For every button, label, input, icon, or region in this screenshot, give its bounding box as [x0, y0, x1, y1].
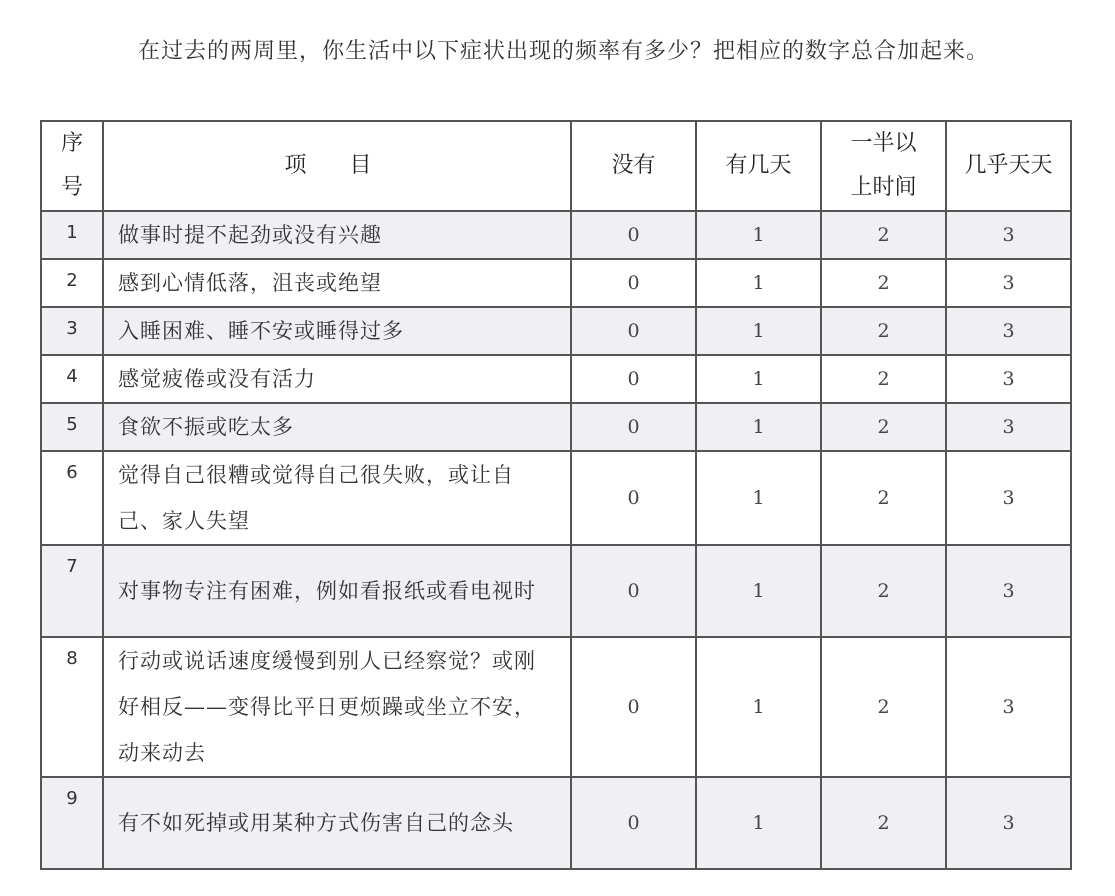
score-several-days: 1 — [696, 355, 821, 403]
intro-paragraph — [90, 28, 1050, 76]
table-row — [41, 259, 1071, 307]
score-never: 0 — [571, 211, 696, 259]
score-several-days: 1 — [696, 637, 821, 777]
score-never: 0 — [571, 451, 696, 545]
header-nearly-every-day — [946, 121, 1071, 211]
intro-text: 在过去的两周里，你生活中以下症状出现的频率有多少？把相应的数字总合加起来。 — [138, 39, 990, 64]
row-item: 觉得自己很糟或觉得自己很失败，或让自己、家人失望 — [103, 451, 571, 545]
score-nearly-every-day: 3 — [946, 403, 1071, 451]
score-more-than-half: 2 — [821, 211, 946, 259]
score-nearly-every-day: 3 — [946, 451, 1071, 545]
header-never-label: 没有 — [611, 153, 656, 178]
score-more-than-half: 2 — [821, 403, 946, 451]
score-more-than-half: 2 — [821, 545, 946, 637]
header-more-than-half-label: 一半以上时间 — [850, 131, 917, 200]
row-number: 5 — [41, 403, 103, 451]
table-row — [41, 307, 1071, 355]
score-several-days: 1 — [696, 259, 821, 307]
score-nearly-every-day: 3 — [946, 259, 1071, 307]
score-several-days: 1 — [696, 307, 821, 355]
row-item: 感到心情低落，沮丧或绝望 — [103, 259, 571, 307]
header-nearly-every-day-label: 几乎天天 — [964, 153, 1053, 178]
score-never: 0 — [571, 777, 696, 869]
score-nearly-every-day: 3 — [946, 777, 1071, 869]
table-row — [41, 545, 1071, 637]
row-item: 有不如死掉或用某种方式伤害自己的念头 — [103, 777, 571, 869]
score-never: 0 — [571, 545, 696, 637]
row-number: 8 — [41, 637, 103, 777]
symptom-frequency-table — [40, 120, 1072, 870]
score-several-days: 1 — [696, 211, 821, 259]
score-nearly-every-day: 3 — [946, 307, 1071, 355]
row-item: 感觉疲倦或没有活力 — [103, 355, 571, 403]
score-never: 0 — [571, 307, 696, 355]
row-number: 9 — [41, 777, 103, 869]
header-more-than-half — [821, 121, 946, 211]
row-item: 行动或说话速度缓慢到别人已经察觉？或刚好相反——变得比平日更烦躁或坐立不安，动来动去 — [103, 637, 571, 777]
header-several-days-label: 有几天 — [725, 153, 792, 178]
score-more-than-half: 2 — [821, 307, 946, 355]
score-several-days: 1 — [696, 451, 821, 545]
row-item: 入睡困难、睡不安或睡得过多 — [103, 307, 571, 355]
score-several-days: 1 — [696, 545, 821, 637]
header-item — [103, 121, 571, 211]
row-number: 7 — [41, 545, 103, 637]
score-never: 0 — [571, 637, 696, 777]
score-never: 0 — [571, 259, 696, 307]
row-number: 2 — [41, 259, 103, 307]
table-row — [41, 637, 1071, 777]
table-row — [41, 211, 1071, 259]
header-index-label: 序号 — [60, 131, 83, 200]
table-row — [41, 355, 1071, 403]
score-more-than-half: 2 — [821, 355, 946, 403]
score-never: 0 — [571, 355, 696, 403]
table-row — [41, 403, 1071, 451]
row-number: 1 — [41, 211, 103, 259]
header-several-days — [696, 121, 821, 211]
score-nearly-every-day: 3 — [946, 637, 1071, 777]
score-more-than-half: 2 — [821, 451, 946, 545]
row-item: 对事物专注有困难，例如看报纸或看电视时 — [103, 545, 571, 637]
row-number: 6 — [41, 451, 103, 545]
score-more-than-half: 2 — [821, 259, 946, 307]
header-item-label: 项 目 — [284, 153, 390, 178]
row-number: 4 — [41, 355, 103, 403]
table-row — [41, 777, 1071, 869]
score-nearly-every-day: 3 — [946, 355, 1071, 403]
table-row — [41, 451, 1071, 545]
row-item: 做事时提不起劲或没有兴趣 — [103, 211, 571, 259]
score-several-days: 1 — [696, 777, 821, 869]
header-index — [41, 121, 103, 211]
score-more-than-half: 2 — [821, 777, 946, 869]
score-nearly-every-day: 3 — [946, 545, 1071, 637]
score-several-days: 1 — [696, 403, 821, 451]
header-never — [571, 121, 696, 211]
score-never: 0 — [571, 403, 696, 451]
row-number: 3 — [41, 307, 103, 355]
score-more-than-half: 2 — [821, 637, 946, 777]
table-header-row — [41, 121, 1071, 211]
score-nearly-every-day: 3 — [946, 211, 1071, 259]
row-item: 食欲不振或吃太多 — [103, 403, 571, 451]
